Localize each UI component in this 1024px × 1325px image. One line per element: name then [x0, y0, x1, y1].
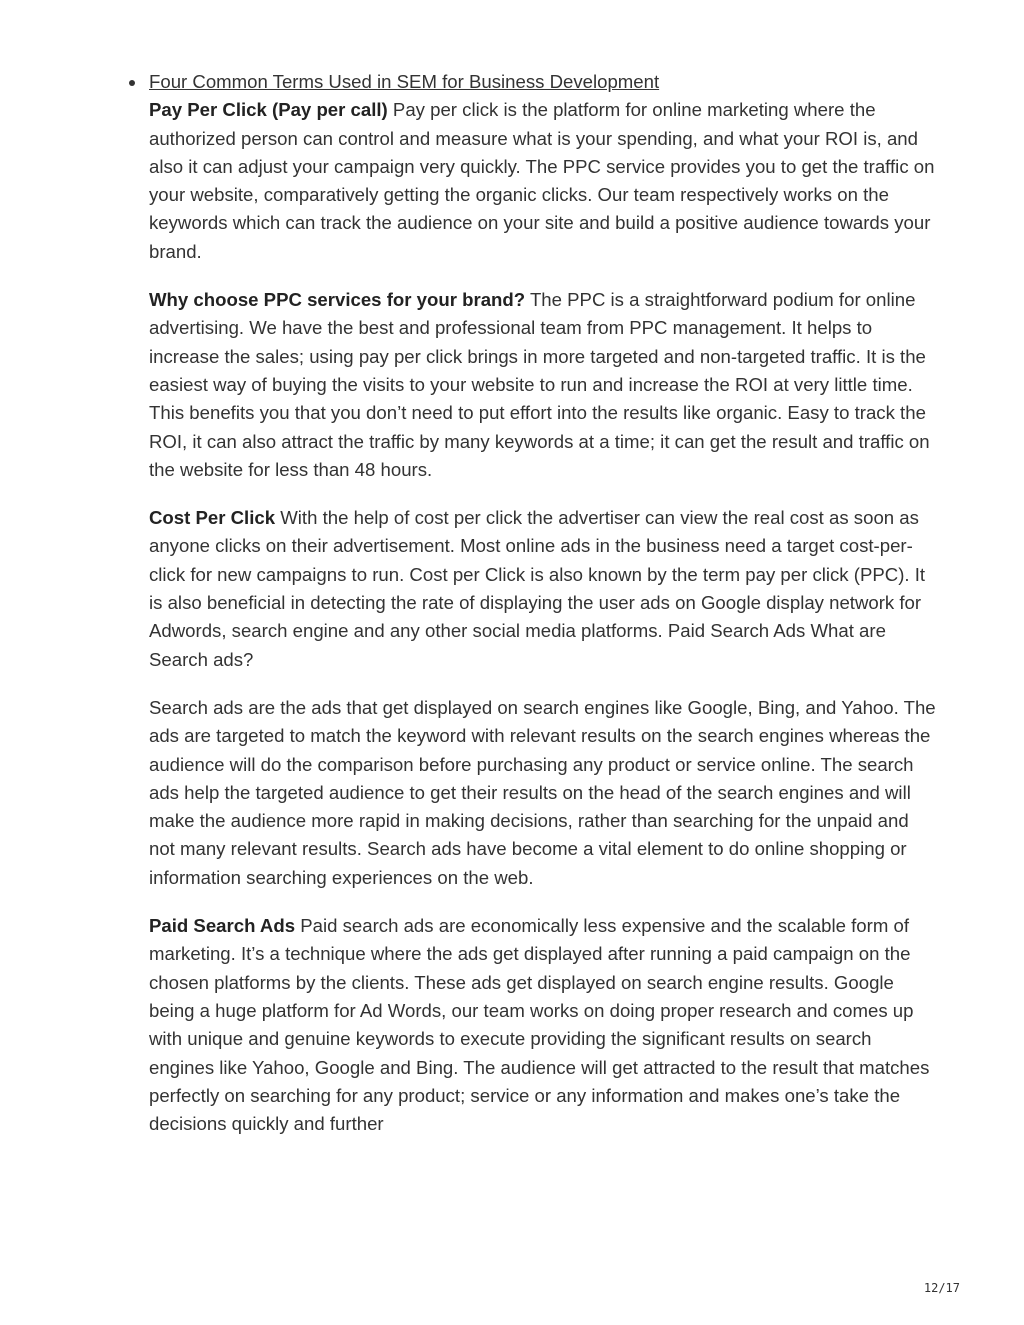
paragraph-why-choose-ppc: [149, 286, 939, 484]
paragraph-heading: Pay Per Click (Pay per call): [149, 99, 388, 121]
page-number: 12/17: [923, 1281, 960, 1295]
paragraph-pay-per-click: [149, 96, 939, 266]
paragraph-text: Pay per click is the platform for online marketing where the authorized person can control and measure what is your spending, and what your ROI is, and also it can adjust your campaign very quickly. The PPC service provides you to get the traffic on your website, comparatively getting the organic clicks. Our team respectively works on the keywords which can track the audience on your site and build a positive audience towards your brand.: [149, 99, 935, 262]
paragraph-text: Paid search ads are economically less expensive and the scalable form of marketing. It’s a technique where the ads get displayed after running a paid campaign on the chosen platforms by the clients. These ads get displayed on search engine results. Google being a huge platform for Ad Words, our team works on doing proper research and comes up with unique and genuine keywords to execute providing the significant results on search engines like Yahoo, Google and Bing. The audience will get attracted to the result that matches perfectly on searching for any product; service or any information and makes one’s take the decisions quickly and further: [149, 915, 930, 1135]
paragraph-paid-search-ads: [149, 912, 939, 1138]
paragraph-cost-per-click: [149, 504, 939, 674]
paragraph-heading: Why choose PPC services for your brand?: [149, 289, 526, 311]
paragraph-text: The PPC is a straightforward podium for online advertising. We have the best and professional team from PPC management. It helps to increase the sales; using pay per click brings in more targeted and non-targeted traffic. It is the easiest way of buying the visits to your website to run and increase the ROI at very little time. This benefits you that you don’t need to put effort into the results like organic. Easy to track the ROI, it can also attract the traffic by many keywords at a time; it can get the result and traffic on the website for less than 48 hours.: [149, 289, 930, 480]
paragraph-search-ads: [149, 694, 939, 892]
paragraph-heading: Cost Per Click: [149, 507, 276, 529]
bullet-icon: [129, 80, 135, 86]
sem-terms-link[interactable]: Four Common Terms Used in SEM for Business Development: [149, 71, 660, 92]
paragraph-heading: Paid Search Ads: [149, 915, 296, 937]
paragraph-text: With the help of cost per click the advertiser can view the real cost as soon as anyone clicks on their advertisement. Most online ads in the business need a target cost-per-click for new campaigns to run. Cost per Click is also known by the term pay per click (PPC). It is also beneficial in detecting the rate of displaying the user ads on Google display network for Adwords, search engine and any other social media platforms. Paid Search Ads What are Search ads?: [149, 507, 926, 670]
article-body: [149, 68, 939, 1158]
list-item: [149, 68, 939, 96]
paragraph-text: Search ads are the ads that get displayed on search engines like Google, Bing, and Yahoo. The ads are targeted to match the keyword with relevant results on the search engines whereas the audience will do the comparison before purchasing any product or service online. The search ads help the targeted audience to get their results on the head of the search engines and will make the audience more rapid in making decisions, rather than searching for the unpaid and not many relevant results. Search ads have become a vital element to do online shopping or information searching experiences on the web.: [149, 696, 936, 888]
